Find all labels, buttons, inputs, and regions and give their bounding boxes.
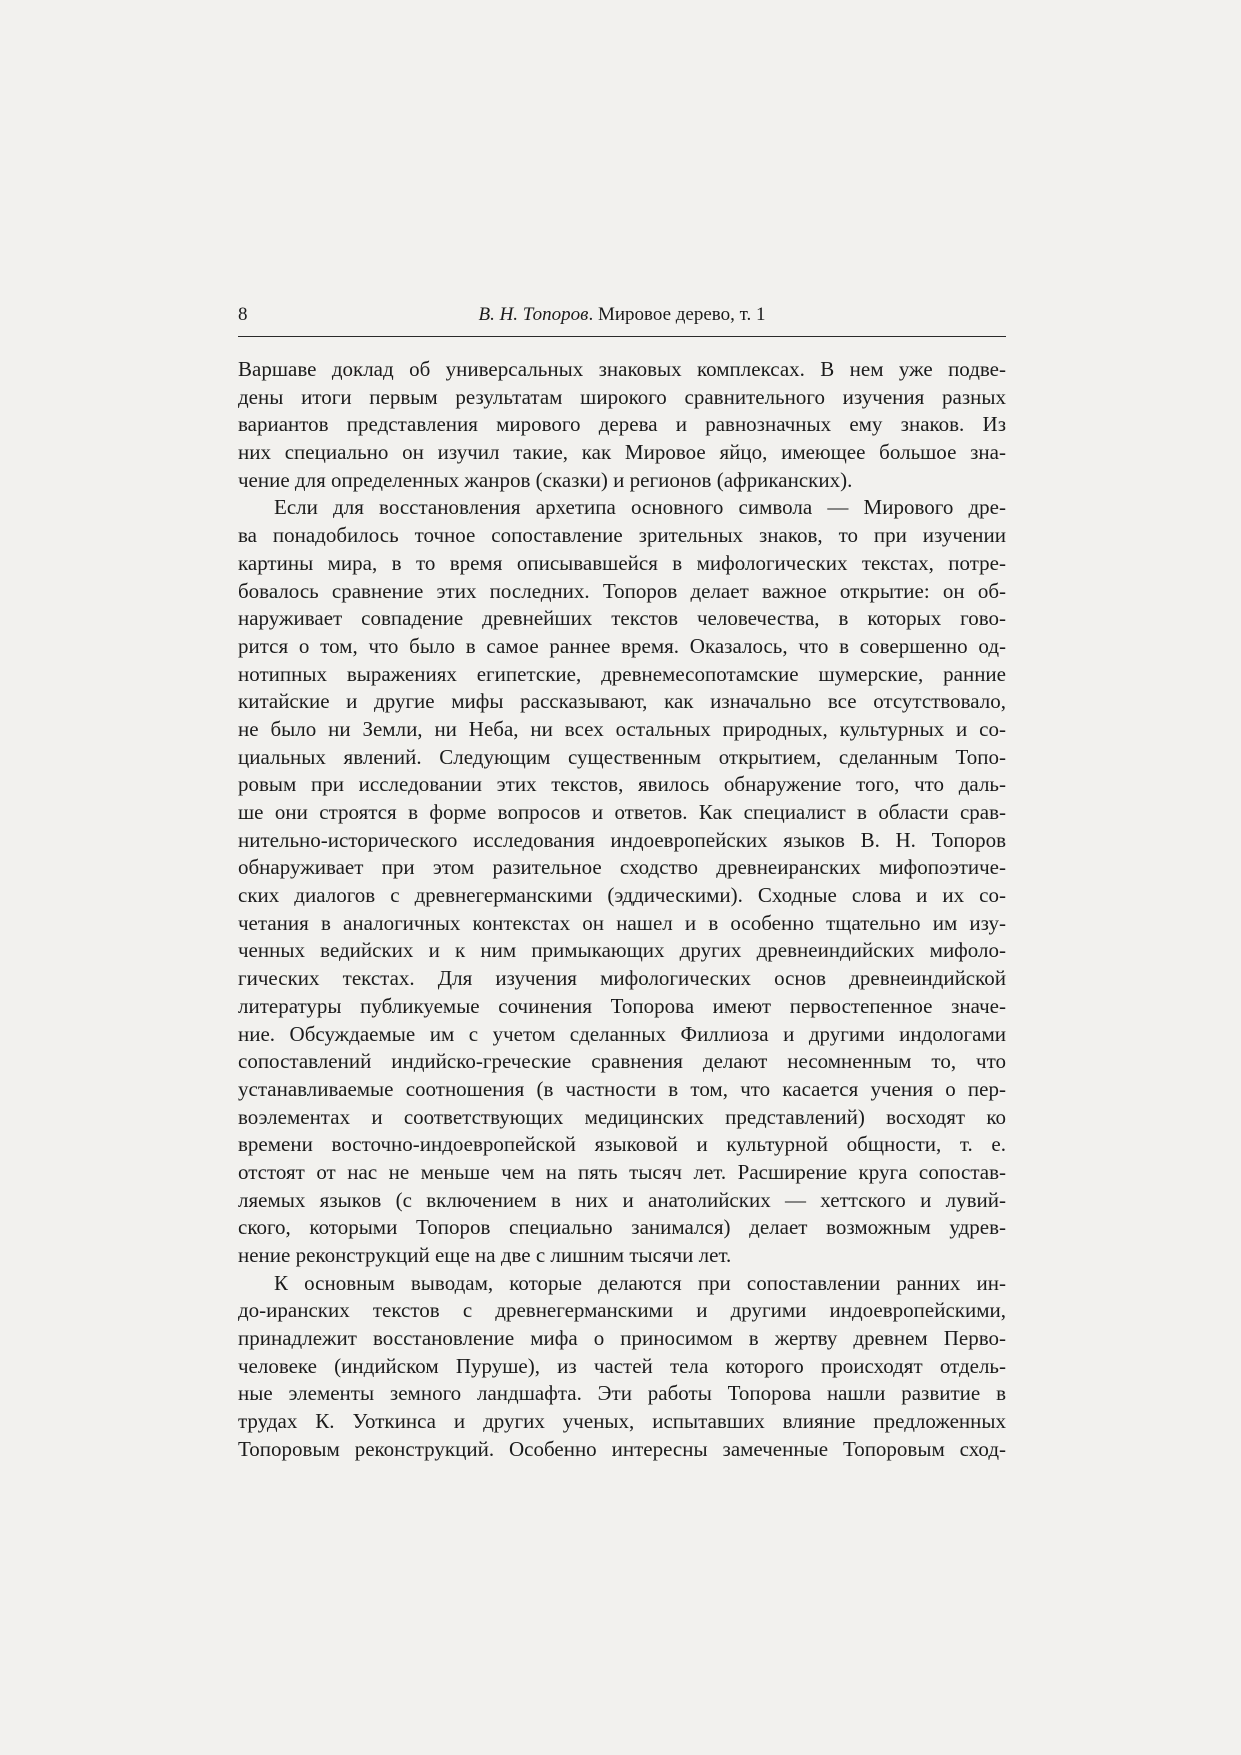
text-line: нотипных выражениях египетские, древнемесопотамские шумерские, ранние xyxy=(238,661,1006,686)
text-line: ченных ведийских и к ним примыкающих других древнеиндийских мифоло- xyxy=(238,938,1006,963)
text-line: принадлежит восстановление мифа о приносимом в жертву древнем Перво- xyxy=(238,1326,1006,1351)
text-line: ше они строятся в форме вопросов и ответов. Как специалист в области срав- xyxy=(238,800,1006,824)
author-name: В. Н. Топоров xyxy=(478,304,589,325)
text-line: ляемых языков (с включением в них и анатолийских — хеттского и лувий- xyxy=(238,1187,1006,1212)
text-line: человеке (индийском Пуруше), из частей тела которого происходят отдель- xyxy=(238,1353,1006,1378)
text-line: вариантов представления мирового дерева и равнозначных ему знаков. Из xyxy=(238,412,1006,437)
text-line: нительно-исторического исследования индоевропейских языков В. Н. Топоров xyxy=(238,827,1006,852)
text-line: нение реконструкций еще на две с лишним тысячи лет. xyxy=(238,1243,732,1267)
text-line: рится о том, что было в самое раннее время. Оказалось, что в совершенно од- xyxy=(238,633,1006,658)
text-line: воэлементах и соответствующих медицинских представлений) восходят ко xyxy=(238,1104,1006,1129)
paragraph xyxy=(238,356,1006,494)
text-line: гических текстах. Для изучения мифологических основ древнеиндийской xyxy=(238,966,1006,991)
text-line: ные элементы земного ландшафта. Эти работы Топорова нашли развитие в xyxy=(238,1381,1006,1406)
text-line: ского, которыми Топоров специально занимался) делает возможным удрев- xyxy=(238,1215,1006,1240)
text-line: китайские и другие мифы рассказывают, как изначально все отсутствовало, xyxy=(238,689,1006,714)
text-line: бовалось сравнение этих последних. Топоров делает важное открытие: он об- xyxy=(238,578,1006,603)
text-line: времени восточно-индоевропейской языковой и культурной общности, т. е. xyxy=(238,1132,1006,1157)
text-line: чение для определенных жанров (сказки) и регионов (африканских). xyxy=(238,467,853,492)
text-line: ских диалогов с древнегерманскими (эддическими). Сходные слова и их со- xyxy=(238,883,1006,908)
text-line: циальных явлений. Следующим существенным открытием, сделанным Топо- xyxy=(238,744,1006,769)
book-title: . Мировое дерево, т. 1 xyxy=(588,304,766,325)
text-line: Если для восстановления архетипа основного символа — Мирового дре- xyxy=(274,495,1006,520)
text-line: сопоставлений индийско-греческие сравнения делают несомненным то, что xyxy=(238,1049,1006,1074)
text-line: Топоровым реконструкций. Особенно интересны замеченные Топоровым сход- xyxy=(238,1436,1006,1461)
text-line: трудах К. Уоткинса и других ученых, испытавших влияние предложенных xyxy=(238,1409,1006,1434)
text-line: до-иранских текстов с древнегерманскими и другими индоевропейскими, xyxy=(238,1298,1006,1323)
text-line: ровым при исследовании этих текстов, явилось обнаружение того, что даль- xyxy=(238,772,1006,797)
text-line: наруживает совпадение древнейших текстов человечества, в которых гово- xyxy=(238,606,1006,631)
text-line: них специально он изучил такие, как Мировое яйцо, имеющее большое зна- xyxy=(238,440,1006,465)
running-title xyxy=(238,304,1006,326)
text-line: К основным выводам, которые делаются при сопоставлении ранних ин- xyxy=(274,1270,1006,1295)
paragraph xyxy=(238,494,1006,1269)
text-line: ва понадобилось точное сопоставление зрительных знаков, то при изучении xyxy=(238,523,1006,548)
text-line: устанавливаемые соотношения (в частности в том, что касается учения о пер- xyxy=(238,1076,1006,1101)
text-line: картины мира, в то время описывавшейся в мифологических текстах, потре- xyxy=(238,550,1006,575)
running-header xyxy=(238,302,1006,337)
page-number: 8 xyxy=(238,304,248,325)
text-line: отстоят от нас не меньше чем на пять тысяч лет. Расширение круга сопостав- xyxy=(238,1159,1006,1184)
text-line: не было ни Земли, ни Неба, ни всех остальных природных, культурных и со- xyxy=(238,716,1006,741)
text-line: дены итоги первым результатам широкого сравнительного изучения разных xyxy=(238,384,1006,409)
paragraph xyxy=(238,1270,1006,1464)
text-line: ние. Обсуждаемые им с учетом сделанных Филлиоза и другими индологами xyxy=(238,1021,1006,1046)
text-line: обнаруживает при этом разительное сходство древнеиранских мифопоэтиче- xyxy=(238,855,1006,880)
body-text xyxy=(238,356,1006,1464)
text-line: Варшаве доклад об универсальных знаковых комплексах. В нем уже подве- xyxy=(238,357,1006,381)
text-line: литературы публикуемые сочинения Топорова имеют первостепенное значе- xyxy=(238,993,1006,1018)
text-line: четания в аналогичных контекстах он нашел и в особенно тщательно им изу- xyxy=(238,910,1006,935)
